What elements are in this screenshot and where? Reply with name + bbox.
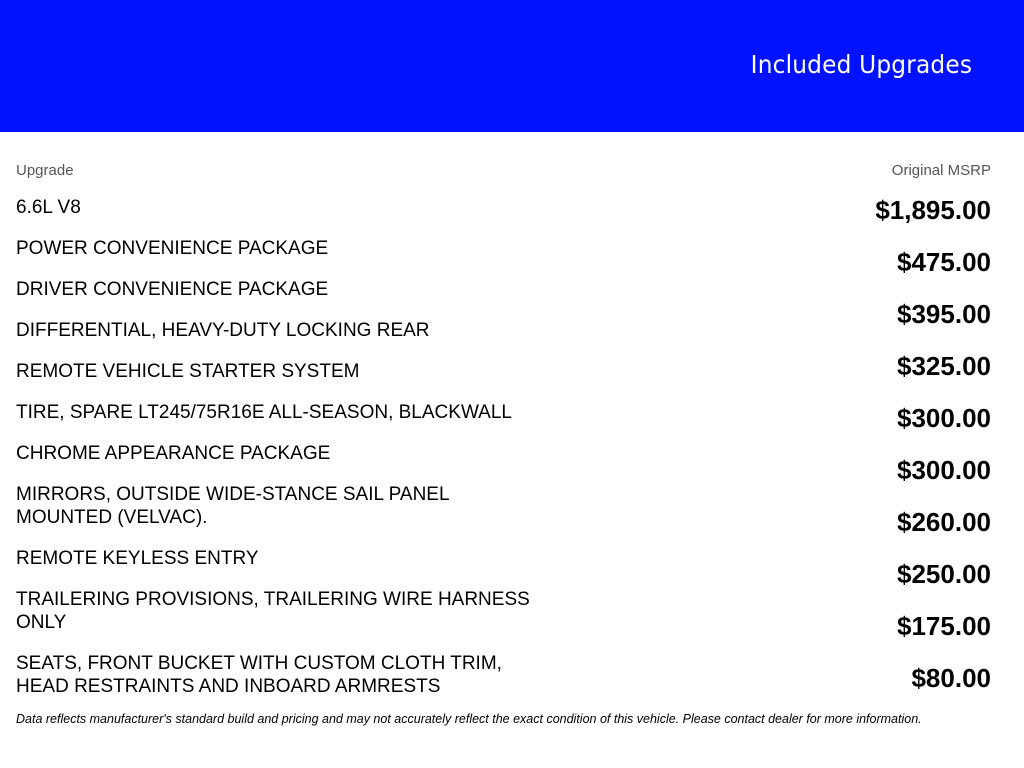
upgrade-list bbox=[16, 196, 576, 716]
upgrade-item-line: SEATS, FRONT BUCKET WITH CUSTOM CLOTH TRIM, bbox=[16, 653, 502, 674]
upgrade-item-line: TRAILERING PROVISIONS, TRAILERING WIRE HARNESS bbox=[16, 589, 530, 610]
price-item: $175.00 bbox=[897, 611, 991, 641]
upgrade-item-line: ONLY bbox=[16, 612, 67, 633]
price-item: $300.00 bbox=[897, 455, 991, 485]
price-item: $475.00 bbox=[897, 247, 991, 277]
price-item: $1,895.00 bbox=[875, 195, 991, 225]
upgrade-item: REMOTE VEHICLE STARTER SYSTEM bbox=[16, 361, 360, 382]
header-banner bbox=[0, 0, 1024, 132]
upgrade-item: DRIVER CONVENIENCE PACKAGE bbox=[16, 279, 329, 300]
upgrade-item bbox=[16, 588, 576, 634]
upgrade-item bbox=[16, 483, 576, 529]
upgrade-item: CHROME APPEARANCE PACKAGE bbox=[16, 443, 331, 464]
upgrade-item: REMOTE KEYLESS ENTRY bbox=[16, 548, 259, 569]
upgrade-column-header: Upgrade bbox=[16, 162, 74, 179]
price-item: $80.00 bbox=[911, 663, 991, 693]
msrp-column-header: Original MSRP bbox=[891, 162, 991, 179]
upgrade-item: TIRE, SPARE LT245/75R16E ALL-SEASON, BLACKWALL bbox=[16, 402, 512, 423]
upgrade-item bbox=[16, 652, 576, 698]
price-item: $325.00 bbox=[897, 351, 991, 381]
price-item: $260.00 bbox=[897, 507, 991, 537]
price-item: $250.00 bbox=[897, 559, 991, 589]
price-item: $300.00 bbox=[897, 403, 991, 433]
disclaimer-text: Data reflects manufacturer's standard build and pricing and may not accurately reflect the exact condition of this vehicle. Please contact dealer for more information. bbox=[16, 712, 922, 726]
upgrade-item-line: HEAD RESTRAINTS AND INBOARD ARMRESTS bbox=[16, 676, 441, 697]
upgrade-item-line: MOUNTED (VELVAC). bbox=[16, 507, 208, 528]
upgrade-item: POWER CONVENIENCE PACKAGE bbox=[16, 238, 329, 259]
price-item: $395.00 bbox=[897, 299, 991, 329]
upgrade-item: DIFFERENTIAL, HEAVY-DUTY LOCKING REAR bbox=[16, 320, 430, 341]
price-list bbox=[875, 195, 991, 715]
page-title: Included Upgrades bbox=[750, 50, 972, 79]
upgrade-item-line: MIRRORS, OUTSIDE WIDE-STANCE SAIL PANEL bbox=[16, 484, 450, 505]
upgrade-item: 6.6L V8 bbox=[16, 197, 81, 218]
